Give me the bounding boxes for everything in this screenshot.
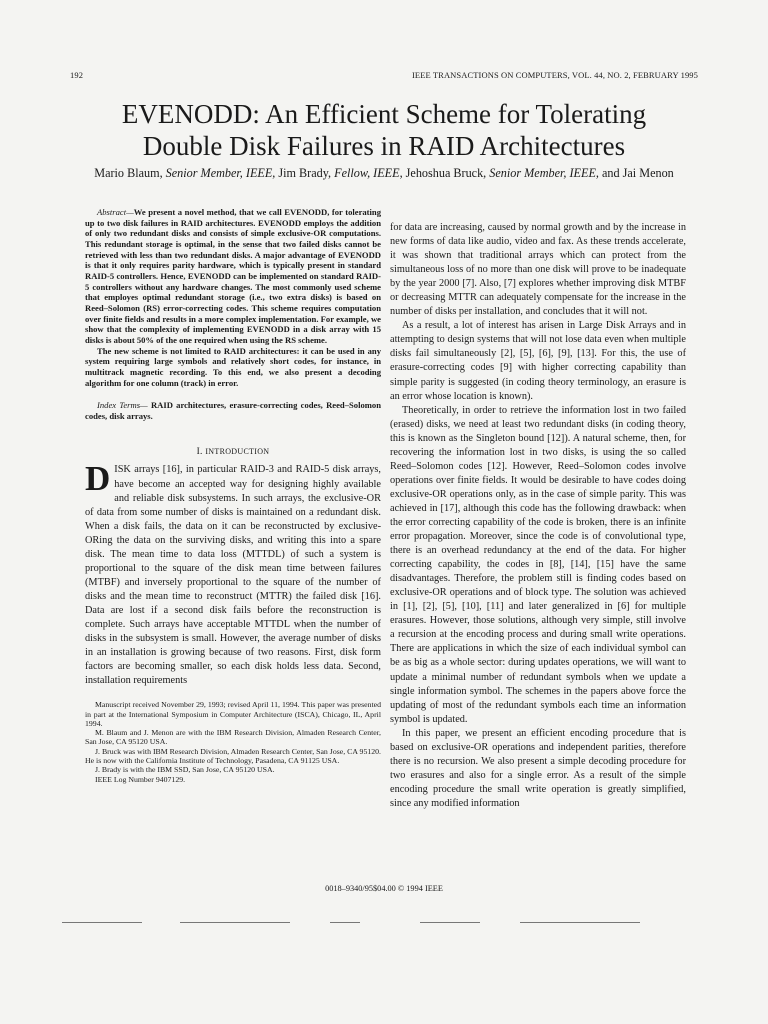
footnotes: [85, 700, 381, 784]
index-terms-label: Index Terms—: [97, 400, 148, 411]
footnote: M. Blaum and J. Menon are with the IBM Research Division, Almaden Research Center, San Jose, CA 95120 USA.: [85, 728, 381, 747]
author-name: and Jai Menon: [602, 166, 674, 180]
body-paragraph: As a result, a lot of interest has arisen in Large Disk Arrays and in attempting to design systems that will not lose data even when multiple disks fail simultaneously [2], [5], [6], [9], [13]. For this, the use of erasure-correcting codes [9] with higher correcting capability than simple parity is suggested (in coding theory terminology, an erasure is an error whose location is known).: [390, 320, 686, 402]
title-line-1: EVENODD: An Efficient Scheme for Tolerating: [121, 99, 647, 129]
scan-artifact: [420, 922, 480, 923]
body-paragraph: In this paper, we present an efficient encoding procedure that is based on exclusive-OR operations and independent parities, therefore there is no recursion. We also present a simple decoding procedure for two erasures and also for a single error. As a result of the simple encoding procedure the small write operation is greatly simplified, since any modified information: [390, 727, 686, 809]
scan-artifact: [62, 922, 142, 923]
copyright-line: 0018–9340/95$04.00 © 1994 IEEE: [325, 884, 443, 893]
abstract-paragraph-1: [85, 207, 381, 346]
author-name: Jehoshua Bruck,: [405, 166, 487, 180]
section-title: INTRODUCTION: [205, 447, 270, 457]
right-column: [390, 221, 686, 811]
drop-cap: D: [85, 459, 111, 499]
abstract-text: We present a novel method, that we call EVENODD, for tolerating up to two disk failures in RAID architectures. EVENODD employs the addition of only two redundant disks and consists of simple exclusive-OR computations. This redundant storage is optimal, in the sense that two failed disks cannot be retrieved with less than two redundant disks. A major advantage of EVENODD is that it only requires parity hardware, which is typically present in standard RAID-5 controllers. Hence, EVENODD can be implemented on standard RAID-5 controllers without any hardware changes. The most commonly used scheme that employes optimal redundant storage (i.e., two extra disks) is based on Reed–Solomon (RS) error-correcting codes. This scheme requires computation over finite fields and results in a more complex implementation. For example, we show that the complexity of implementing EVENODD in a disk array with 15 disks is about 50% of the one required when using the RS scheme.: [85, 207, 381, 345]
intro-text: ISK arrays [16], in particular RAID-3 and RAID-5 disk arrays, have become an accepted way for designing highly available and reliable disk subsystems. In such arrays, the exclusive-OR of data from some number of disks is maintained on a redundant disk. When a disk fails, the data on it can be reconstructed by exclusive-ORing the data on the surviving disks, and writing this into a spare disk. The mean time to data loss (MTTDL) of such a system is proportional to the square of the disk mean time between failures (MTBF) and inversely proportional to the square of the number of disks and the mean time to reconstruct (MTTR) the failed disk [16]. Data are lost if a second disk fails before the reconstruction is complete. Such arrays have acceptable MTTDL when the number of disks in the subsystem is small. However, the average number of disks in an installation is growing because of two reasons. First, disk form factors are becoming smaller, so each disk holds less data. Second, installation requirements: [85, 464, 381, 687]
index-terms: [85, 400, 381, 421]
scan-artifact: [180, 922, 290, 923]
section-heading: [85, 447, 381, 457]
left-column: [85, 207, 381, 784]
paper-title: [40, 98, 728, 162]
page-number: 192: [70, 70, 84, 80]
author-role: Senior Member, IEEE,: [165, 166, 276, 180]
intro-paragraph: [85, 459, 381, 688]
author-list: [40, 166, 728, 181]
abstract-paragraph-2: The new scheme is not limited to RAID architectures: it can be used in any system requiring large symbols and relatively short codes, for instance, in multitrack magnetic recording. To this end, we also present a decoding algorithm for one column (track) in error.: [85, 345, 381, 388]
title-line-2: Double Disk Failures in RAID Architectures: [142, 131, 626, 161]
author-name: Mario Blaum,: [94, 166, 163, 180]
footnote: J. Bruck was with IBM Research Division, Almaden Research Center, San Jose, CA 95120. He is now with the California Institute of Technology, Pasadena, CA 91125 USA.: [85, 746, 381, 765]
author-name: Jim Brady,: [278, 166, 332, 180]
author-role: Senior Member, IEEE,: [489, 166, 599, 180]
body-paragraph: for data are increasing, caused by normal growth and by the increase in new forms of data like audio, video and fax. As these trends accelerate, it was shown that traditional arrays which can protect from the simultaneous loss of no more than one disk will prove to be inadequate by the year 2000 [7]. Also, [7] explores whether improving disk MTBF or decreasing MTTR can adequately compensate for the increase in the number of disks per installation, and concludes that it will not.: [390, 222, 686, 318]
index-terms-text: RAID architectures, erasure-correcting codes, Reed–Solomon codes, disk arrays.: [85, 400, 381, 421]
scan-artifact: [330, 922, 360, 923]
footnote: J. Brady is with the IBM SSD, San Jose, CA 95120 USA.: [95, 765, 275, 775]
footnote: Manuscript received November 29, 1993; revised April 11, 1994. This paper was presented in part at the International Symposium in Computer Architecture (ISCA), Chicago, IL, April 1994.: [85, 700, 381, 728]
journal-citation: IEEE TRANSACTIONS ON COMPUTERS, VOL. 44, NO. 2, FEBRUARY 1995: [412, 70, 698, 80]
scan-artifact: [520, 922, 640, 923]
footnote: IEEE Log Number 9407129.: [95, 774, 186, 784]
abstract-label: Abstract—: [97, 207, 134, 217]
author-role: Fellow, IEEE,: [334, 166, 403, 180]
body-paragraph: Theoretically, in order to retrieve the information lost in two failed (erased) disks, we need at least two redundant disks (in coding theory, this is known as the Singleton bound [12]). A natural scheme, then, for recovering the information lost in two disks, is using the so called Reed–Solomon codes [12]. However, Reed–Solomon codes involve operations over finite fields. It would be desirable to have codes doing exclusive-OR operations only, as in the case of simple parity. This was achieved in [17], although this code has the following drawback: when the error correcting capability of the code is broken, there is an infinite error propagation. Moreover, since the code is of convolutional type, there is an overhead redundancy at the end of the data. For higher correcting capability, the codes in [8], [14], [15] have the same disadvantages. Therefore, the problem still is finding codes based on exclusive-OR operations and of block type. The solution was achieved in [1], [2], [5], [10], [11] and later generalized in [6] for multiple erasures. However, those solutions, although very simple, still involve a recursion at the encoding process and during small write operations. There are applications in which the size of each individual symbol can be as big as a whole sector: during updates operations, we will want to update a minimal number of redundant symbols when we update a single information symbol. The schemes in the papers above force the updating of most of the redundant symbols each time an information symbol is updated.: [390, 404, 686, 725]
section-number: I.: [196, 447, 203, 458]
